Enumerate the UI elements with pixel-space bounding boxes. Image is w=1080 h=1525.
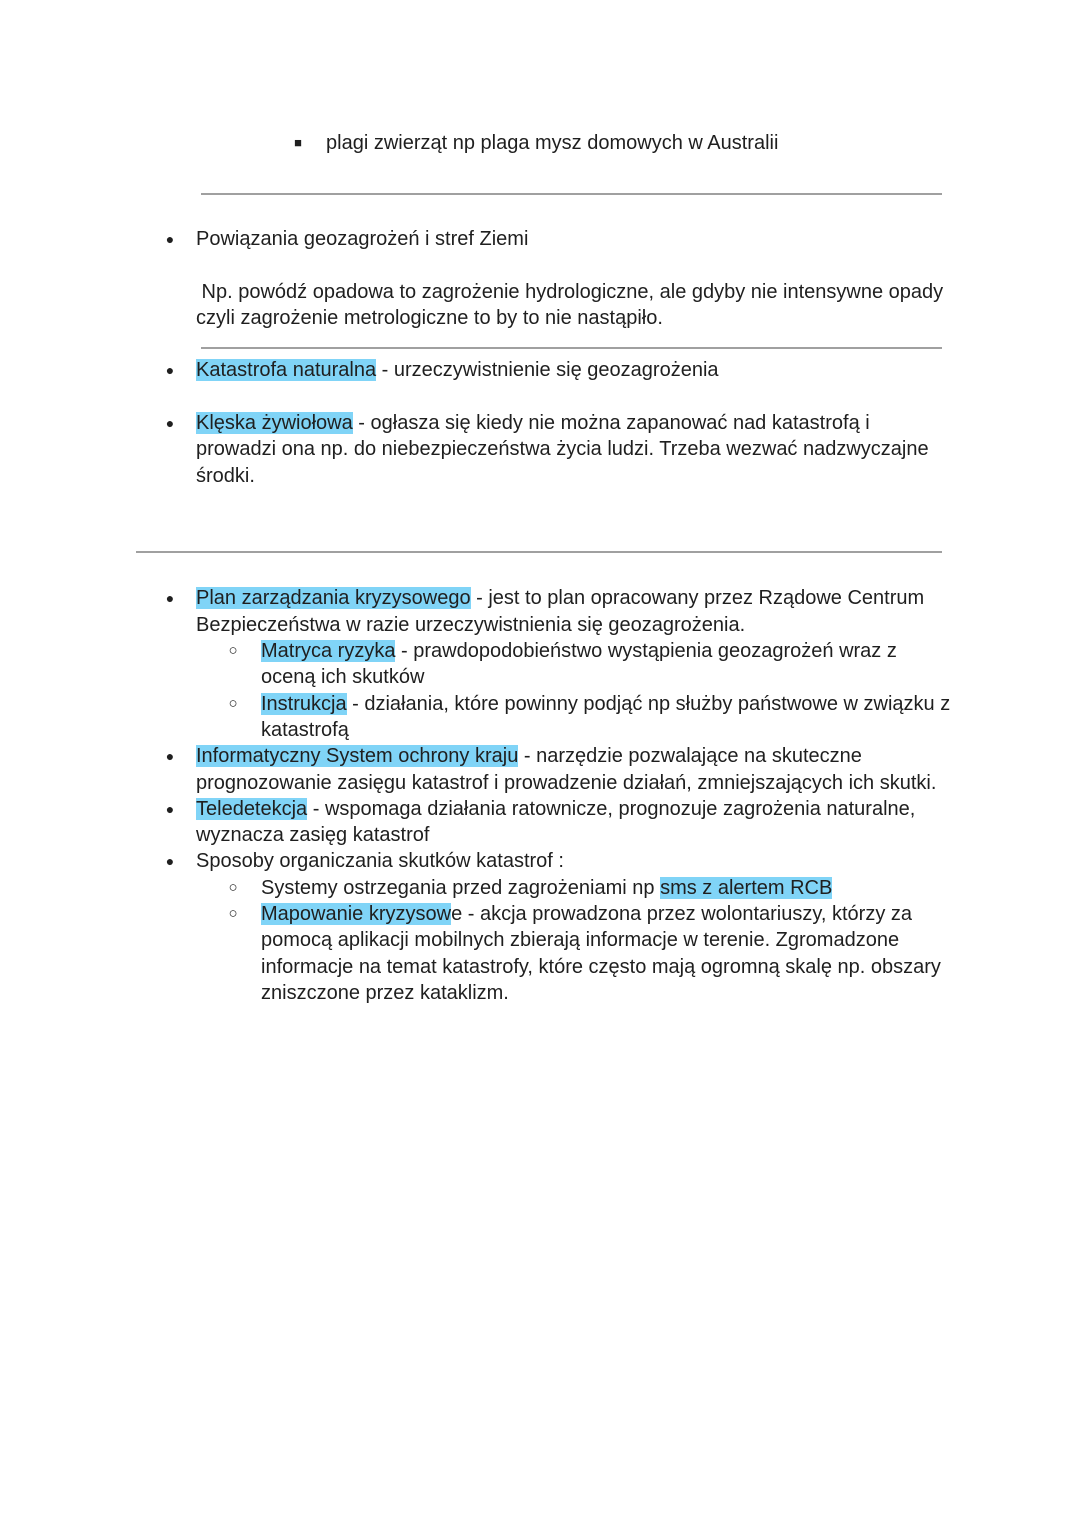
highlighted-term: sms z alertem RCB: [660, 877, 833, 899]
divider: [201, 347, 942, 349]
text-segment: wyznacza zasięg katastrof: [196, 824, 430, 846]
text-line: [261, 691, 950, 717]
circle-bullet-icon: ○: [228, 695, 238, 712]
circle-bullet-icon: ○: [228, 642, 238, 659]
text-segment: plagi zwierząt np plaga mysz domowych w Australii: [326, 132, 779, 154]
text-segment: pomocą aplikacji mobilnych zbierają informacje w terenie. Zgromadzone: [261, 929, 900, 951]
text-segment: czyli zagrożenie metrologiczne to by to nie nastąpiło.: [196, 307, 663, 329]
divider: [136, 551, 942, 553]
bullet-icon: ●: [165, 748, 175, 764]
text-line: [261, 980, 509, 1006]
text-segment: prognozowanie zasięgu katastrof i prowadzenie działań, zmniejszających ich skutki.: [196, 772, 937, 794]
text-line: [261, 901, 912, 927]
text-line: [196, 612, 745, 638]
text-segment: katastrofą: [261, 719, 349, 741]
text-segment: prowadzi ona np. do niebezpieczeństwa życia ludzi. Trzeba wezwać nadzwyczajne: [196, 438, 929, 460]
text-segment: - działania, które powinny podjąć np służby państwowe w związku z: [346, 693, 951, 715]
bullet-icon: ●: [165, 231, 175, 247]
highlighted-term: Instrukcja: [261, 693, 347, 715]
circle-bullet-icon: ○: [228, 905, 238, 922]
bullet-icon: ●: [165, 415, 175, 431]
text-segment: środki.: [196, 465, 255, 487]
text-line: [196, 463, 255, 489]
text-line: [196, 743, 862, 769]
text-segment: - urzeczywistnienie się geozagrożenia: [376, 359, 719, 381]
text-line: [196, 585, 924, 611]
highlighted-term: Plan zarządzania kryzysowego: [196, 587, 471, 609]
text-segment: - wspomaga działania ratownicze, prognozuje zagrożenia naturalne,: [307, 798, 916, 820]
text-segment: e - akcja prowadzona przez wolontariuszy, którzy za: [451, 903, 913, 925]
text-line: [196, 796, 915, 822]
text-segment: Sposoby organiczania skutków katastrof :: [196, 850, 564, 872]
text-segment: Np. powódź opadowa to zagrożenie hydrologiczne, ale gdyby nie intensywne opady: [196, 281, 944, 303]
text-line: [261, 927, 899, 953]
text-segment: informacje na temat katastrofy, które często mają ogromną skalę np. obszary: [261, 956, 941, 978]
text-line: [196, 410, 870, 436]
highlighted-term: Klęska żywiołowa: [196, 412, 353, 434]
text-line: [261, 954, 941, 980]
text-line: [196, 436, 929, 462]
text-line: [326, 130, 778, 156]
square-bullet-icon: ■: [294, 135, 302, 150]
text-line: [261, 638, 897, 664]
text-line: [196, 357, 719, 383]
text-line: [261, 664, 424, 690]
text-segment: oceną ich skutków: [261, 666, 425, 688]
text-segment: Powiązania geozagrożeń i stref Ziemi: [196, 228, 529, 250]
highlighted-term: Matryca ryzyka: [261, 640, 396, 662]
text-segment: Systemy ostrzegania przed zagrożeniami np: [261, 877, 661, 899]
highlighted-term: Mapowanie kryzysow: [261, 903, 452, 925]
text-segment: - jest to plan opracowany przez Rządowe Centrum: [470, 587, 925, 609]
bullet-icon: ●: [165, 362, 175, 378]
text-line: [261, 875, 832, 901]
text-segment: Bezpieczeństwa w razie urzeczywistnienia się geozagrożenia.: [196, 614, 746, 636]
bullet-icon: ●: [165, 590, 175, 606]
text-line: [196, 848, 564, 874]
text-line: [196, 305, 663, 331]
divider: [201, 193, 942, 195]
text-segment: - narzędzie pozwalające na skuteczne: [518, 745, 862, 767]
text-line: [261, 717, 349, 743]
text-segment: - prawdopodobieństwo wystąpienia geozagrożeń wraz z: [395, 640, 897, 662]
highlighted-term: Katastrofa naturalna: [196, 359, 377, 381]
text-segment: zniszczone przez kataklizm.: [261, 982, 509, 1004]
text-line: [196, 279, 943, 305]
bullet-icon: ●: [165, 853, 175, 869]
text-line: [196, 226, 528, 252]
highlighted-term: Informatyczny System ochrony kraju: [196, 745, 519, 767]
text-line: [196, 822, 429, 848]
highlighted-term: Teledetekcja: [196, 798, 308, 820]
bullet-icon: ●: [165, 801, 175, 817]
text-line: [196, 770, 936, 796]
circle-bullet-icon: ○: [228, 879, 238, 896]
text-segment: - ogłasza się kiedy nie można zapanować nad katastrofą i: [352, 412, 870, 434]
